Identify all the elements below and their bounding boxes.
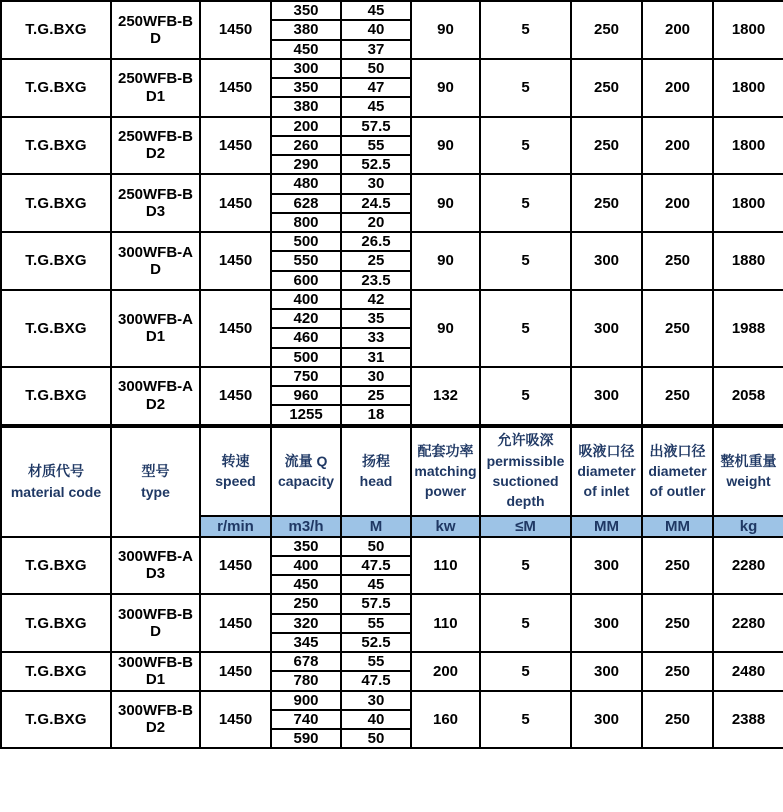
model-cell: 250WFB-BD1 [111,59,200,117]
inlet-cell: 250 [571,174,642,232]
material-code-cell: T.G.BXG [1,1,111,59]
head-cell: 31 [341,348,411,367]
head-cell: 24.5 [341,194,411,213]
speed-cell: 1450 [200,117,271,175]
col-header-head-zh: 扬程 [362,452,390,469]
unit-weight: kg [713,516,783,537]
model-cell: 250WFB-BD2 [111,117,200,175]
pump-subrow [1,174,783,193]
head-cell: 25 [341,386,411,405]
outlet-cell: 250 [642,537,713,595]
unit-head: M [341,516,411,537]
head-cell: 45 [341,97,411,116]
capacity-cell: 250 [271,594,341,613]
capacity-cell: 900 [271,691,341,710]
head-cell: 47.5 [341,671,411,690]
col-header-capacity-en: capacity [277,473,335,489]
capacity-cell: 450 [271,40,341,59]
col-header-inlet-diameter-en: diameter of inlet [577,462,636,500]
model-cell: 300WFB-BD1 [111,652,200,691]
capacity-cell: 350 [271,537,341,556]
capacity-cell: 400 [271,290,341,309]
col-header-weight-zh: 整机重量 [720,452,777,469]
col-header-type-en: type [141,483,170,500]
head-cell: 42 [341,290,411,309]
inlet-cell: 300 [571,232,642,290]
speed-cell: 1450 [200,232,271,290]
head-cell: 37 [341,40,411,59]
head-cell: 30 [341,367,411,386]
pump-subrow [1,290,783,309]
head-cell: 30 [341,691,411,710]
head-cell: 25 [341,251,411,270]
model-cell: 250WFB-BD [111,1,200,59]
material-code-cell: T.G.BXG [1,232,111,290]
material-code-cell: T.G.BXG [1,594,111,652]
head-cell: 20 [341,213,411,232]
col-header-capacity [271,426,341,516]
depth-cell: 5 [480,174,571,232]
weight-cell: 2480 [713,652,783,691]
head-cell: 35 [341,309,411,328]
weight-cell: 2280 [713,537,783,595]
inlet-cell: 250 [571,1,642,59]
depth-cell: 5 [480,367,571,426]
pump-subrow [1,367,783,386]
depth-cell: 5 [480,232,571,290]
capacity-cell: 380 [271,20,341,39]
speed-cell: 1450 [200,537,271,595]
capacity-cell: 550 [271,251,341,270]
col-header-material-code-en: material code [10,483,102,500]
head-cell: 40 [341,20,411,39]
inlet-cell: 250 [571,117,642,175]
head-cell: 30 [341,174,411,193]
col-header-matching-power-en: matching power [414,462,477,500]
pump-subrow [1,1,783,20]
head-cell: 33 [341,328,411,347]
head-cell: 52.5 [341,155,411,174]
power-cell: 110 [411,537,480,595]
capacity-cell: 780 [271,671,341,690]
depth-cell: 5 [480,59,571,117]
capacity-cell: 800 [271,213,341,232]
capacity-cell: 450 [271,575,341,594]
head-cell: 57.5 [341,594,411,613]
capacity-cell: 400 [271,556,341,575]
outlet-cell: 200 [642,174,713,232]
model-cell: 300WFB-BD [111,594,200,652]
material-code-cell: T.G.BXG [1,691,111,749]
pump-subrow [1,594,783,613]
speed-cell: 1450 [200,59,271,117]
capacity-cell: 480 [271,174,341,193]
head-cell: 23.5 [341,271,411,290]
material-code-cell: T.G.BXG [1,117,111,175]
depth-cell: 5 [480,117,571,175]
col-header-inlet-diameter [571,426,642,516]
outlet-cell: 250 [642,652,713,691]
capacity-cell: 420 [271,309,341,328]
power-cell: 90 [411,59,480,117]
head-cell: 50 [341,729,411,748]
outlet-cell: 250 [642,367,713,426]
col-header-inlet-diameter-zh: 吸液口径 [578,442,635,459]
model-cell: 300WFB-BD2 [111,691,200,749]
col-header-matching-power-zh: 配套功率 [417,442,474,459]
model-cell: 300WFB-AD [111,232,200,290]
col-header-material-code [1,426,111,537]
capacity-cell: 740 [271,710,341,729]
weight-cell: 1800 [713,1,783,59]
unit-suction-depth: ≤M [480,516,571,537]
material-code-cell: T.G.BXG [1,174,111,232]
power-cell: 90 [411,232,480,290]
power-cell: 90 [411,174,480,232]
capacity-cell: 350 [271,78,341,97]
head-cell: 26.5 [341,232,411,251]
outlet-cell: 250 [642,232,713,290]
col-header-type-zh: 型号 [141,463,170,480]
head-cell: 55 [341,652,411,671]
weight-cell: 1800 [713,59,783,117]
table-mid-header [1,426,783,537]
col-header-speed-en: speed [215,473,256,489]
weight-cell: 1800 [713,174,783,232]
col-header-weight-en: weight [726,473,771,489]
power-cell: 90 [411,1,480,59]
pump-subrow [1,59,783,78]
power-cell: 200 [411,652,480,691]
material-code-cell: T.G.BXG [1,367,111,426]
col-header-speed [200,426,271,516]
capacity-cell: 260 [271,136,341,155]
capacity-cell: 300 [271,59,341,78]
col-header-capacity-zh: 流量 Q [284,452,328,469]
col-header-speed-zh: 转速 [221,452,250,469]
model-cell: 300WFB-AD3 [111,537,200,595]
table-section-bottom [1,537,783,749]
unit-speed: r/min [200,516,271,537]
pump-subrow [1,232,783,251]
model-cell: 250WFB-BD3 [111,174,200,232]
unit-inlet-diameter: MM [571,516,642,537]
power-cell: 160 [411,691,480,749]
outlet-cell: 250 [642,691,713,749]
inlet-cell: 250 [571,59,642,117]
capacity-cell: 1255 [271,405,341,425]
head-cell: 18 [341,405,411,425]
capacity-cell: 960 [271,386,341,405]
unit-outlet-diameter: MM [642,516,713,537]
weight-cell: 2280 [713,594,783,652]
inlet-cell: 300 [571,594,642,652]
capacity-cell: 200 [271,117,341,136]
header-title-row [1,426,783,516]
col-header-suction-depth-en: permissible suctioned depth [486,452,565,510]
speed-cell: 1450 [200,290,271,367]
col-header-suction-depth [480,426,571,516]
speed-cell: 1450 [200,367,271,426]
col-header-type [111,426,200,537]
inlet-cell: 300 [571,691,642,749]
inlet-cell: 300 [571,537,642,595]
capacity-cell: 380 [271,97,341,116]
speed-cell: 1450 [200,174,271,232]
outlet-cell: 200 [642,59,713,117]
weight-cell: 1880 [713,232,783,290]
capacity-cell: 590 [271,729,341,748]
speed-cell: 1450 [200,594,271,652]
head-cell: 57.5 [341,117,411,136]
outlet-cell: 250 [642,290,713,367]
outlet-cell: 250 [642,594,713,652]
capacity-cell: 460 [271,328,341,347]
material-code-cell: T.G.BXG [1,652,111,691]
capacity-cell: 600 [271,271,341,290]
pump-subrow [1,537,783,556]
capacity-cell: 750 [271,367,341,386]
head-cell: 40 [341,710,411,729]
table-section-top [1,1,783,426]
inlet-cell: 300 [571,290,642,367]
outlet-cell: 200 [642,1,713,59]
col-header-outlet-diameter [642,426,713,516]
capacity-cell: 345 [271,633,341,652]
power-cell: 110 [411,594,480,652]
head-cell: 52.5 [341,633,411,652]
unit-capacity: m3/h [271,516,341,537]
pump-subrow [1,117,783,136]
depth-cell: 5 [480,1,571,59]
material-code-cell: T.G.BXG [1,290,111,367]
weight-cell: 2388 [713,691,783,749]
head-cell: 50 [341,537,411,556]
speed-cell: 1450 [200,1,271,59]
depth-cell: 5 [480,594,571,652]
inlet-cell: 300 [571,367,642,426]
capacity-cell: 320 [271,614,341,633]
model-cell: 300WFB-AD2 [111,367,200,426]
unit-matching-power: kw [411,516,480,537]
speed-cell: 1450 [200,691,271,749]
capacity-cell: 500 [271,348,341,367]
col-header-material-code-zh: 材质代号 [28,463,84,480]
head-cell: 47.5 [341,556,411,575]
weight-cell: 1800 [713,117,783,175]
capacity-cell: 290 [271,155,341,174]
col-header-head [341,426,411,516]
head-cell: 55 [341,136,411,155]
col-header-outlet-diameter-en: diameter of outler [648,462,707,500]
pump-subrow [1,691,783,710]
outlet-cell: 200 [642,117,713,175]
weight-cell: 1988 [713,290,783,367]
inlet-cell: 300 [571,652,642,691]
speed-cell: 1450 [200,652,271,691]
power-cell: 90 [411,290,480,367]
head-cell: 45 [341,575,411,594]
head-cell: 50 [341,59,411,78]
col-header-matching-power [411,426,480,516]
head-cell: 47 [341,78,411,97]
material-code-cell: T.G.BXG [1,537,111,595]
col-header-suction-depth-zh: 允许吸深 [497,432,554,449]
col-header-outlet-diameter-zh: 出液口径 [649,442,706,459]
head-cell: 45 [341,1,411,20]
model-cell: 300WFB-AD1 [111,290,200,367]
capacity-cell: 678 [271,652,341,671]
capacity-cell: 350 [271,1,341,20]
head-cell: 55 [341,614,411,633]
power-cell: 132 [411,367,480,426]
capacity-cell: 628 [271,194,341,213]
col-header-weight [713,426,783,516]
col-header-head-en: head [359,473,393,489]
depth-cell: 5 [480,691,571,749]
power-cell: 90 [411,117,480,175]
weight-cell: 2058 [713,367,783,426]
capacity-cell: 500 [271,232,341,251]
material-code-cell: T.G.BXG [1,59,111,117]
depth-cell: 5 [480,290,571,367]
depth-cell: 5 [480,537,571,595]
pump-subrow [1,652,783,671]
depth-cell: 5 [480,652,571,691]
